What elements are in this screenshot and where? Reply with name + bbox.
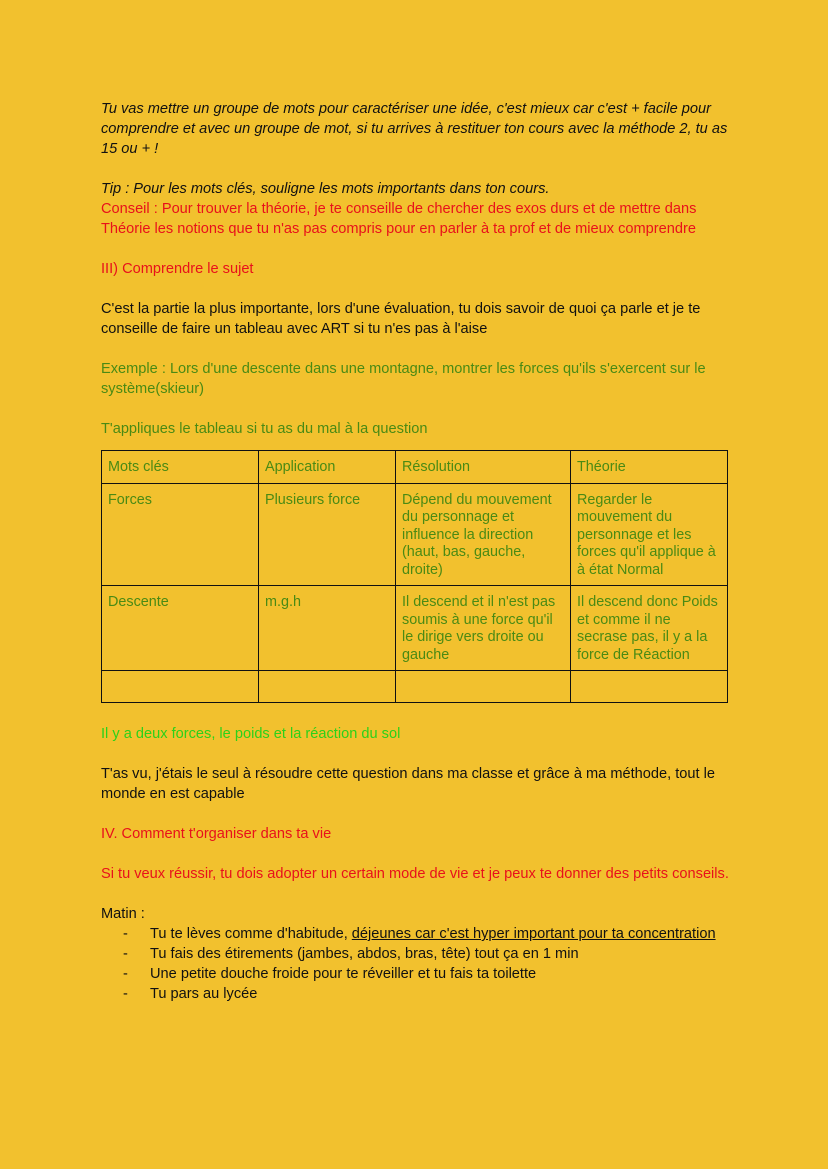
table-header-row	[102, 451, 728, 484]
table-cell: Regarder le mouvement du personnage et les forces qu'il applique à à état Normal	[571, 483, 728, 586]
apply-text: T'appliques le tableau si tu as du mal à la question	[101, 421, 428, 437]
example-text: Exemple : Lors d'une descente dans une montagne, montrer les forces qu'ils s'exercent sur le système(skieur)	[101, 361, 706, 397]
section3-title: III) Comprendre le sujet	[101, 261, 254, 277]
header-resolution: Résolution	[396, 451, 571, 484]
list-item-text: Tu fais des étirements (jambes, abdos, bras, tête) tout ça en 1 min	[150, 946, 579, 962]
list-item	[123, 964, 731, 984]
list-item	[123, 984, 731, 1004]
table-cell	[259, 671, 396, 703]
table-cell: Il descend et il n'est pas soumis à une force qu'il le dirige vers droite ou gauche	[396, 586, 571, 671]
table-cell	[571, 671, 728, 703]
table-cell: Forces	[102, 483, 259, 586]
tip-text: Tip : Pour les mots clés, souligne les mots importants dans ton cours.	[101, 181, 550, 197]
header-theorie: Théorie	[571, 451, 728, 484]
table-row	[102, 483, 728, 586]
remark-text: T'as vu, j'étais le seul à résoudre cette question dans ma classe et grâce à ma méthode, tout le monde en est capable	[101, 766, 715, 802]
header-application: Application	[259, 451, 396, 484]
header-mots-cles: Mots clés	[102, 451, 259, 484]
matin-label: Matin :	[101, 906, 145, 922]
table-cell: m.g.h	[259, 586, 396, 671]
list-item	[123, 944, 731, 964]
list-item-text: Tu te lèves comme d'habitude,	[150, 926, 352, 942]
matin-list	[101, 924, 731, 1004]
table-cell: Il descend donc Poids et comme il ne secrase pas, il y a la force de Réaction	[571, 586, 728, 671]
section4-intro: Si tu veux réussir, tu dois adopter un certain mode de vie et je peux te donner des petits conseils.	[101, 866, 729, 882]
table-row	[102, 586, 728, 671]
section3-paragraph: C'est la partie la plus importante, lors d'une évaluation, tu dois savoir de quoi ça parle et je te conseille de faire un tableau avec ART si tu n'es pas à l'aise	[101, 301, 701, 337]
table-cell: Descente	[102, 586, 259, 671]
section4-title: IV. Comment t'organiser dans ta vie	[101, 826, 332, 842]
page-content	[101, 99, 731, 1004]
table-cell: Plusieurs force	[259, 483, 396, 586]
art-table	[101, 450, 728, 703]
table-row-empty	[102, 671, 728, 703]
table-cell: Dépend du mouvement du personnage et influence la direction (haut, bas, gauche, droite)	[396, 483, 571, 586]
list-item-text: Une petite douche froide pour te réveiller et tu fais ta toilette	[150, 966, 537, 982]
list-item-underlined: déjeunes car c'est hyper important pour ta concentration	[351, 926, 716, 942]
list-item-text: Tu pars au lycée	[150, 986, 258, 1002]
conseil-text: Conseil : Pour trouver la théorie, je te conseille de chercher des exos durs et de mettre dans Théorie les notions que tu n'as pas compris pour en parler à ta prof et de mieux comprendre	[101, 201, 697, 237]
table-cell	[102, 671, 259, 703]
intro-paragraph: Tu vas mettre un groupe de mots pour caractériser une idée, c'est mieux car c'est + facile pour comprendre et avec un groupe de mot, si tu arrives à restituer ton cours avec la méthode 2, tu as 15 ou + !	[101, 101, 728, 157]
table-cell	[396, 671, 571, 703]
list-item	[123, 924, 731, 944]
answer-text: Il y a deux forces, le poids et la réaction du sol	[101, 726, 401, 742]
